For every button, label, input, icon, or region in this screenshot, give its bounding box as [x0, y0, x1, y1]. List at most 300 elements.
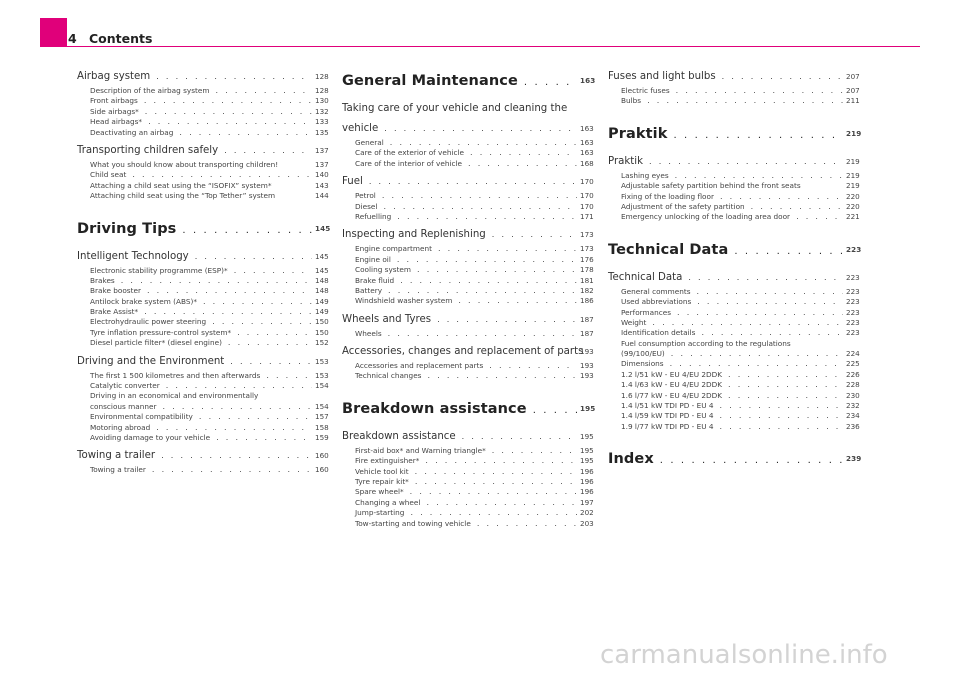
toc-entry[interactable]	[342, 285, 594, 296]
toc-entry[interactable]	[77, 180, 329, 191]
dot-leader	[670, 359, 843, 369]
toc-page-number: 168	[580, 158, 594, 168]
toc-entry-title: Care of the exterior of vehicle	[355, 148, 465, 158]
toc-entry[interactable]	[342, 265, 594, 275]
toc-entry-title: 1.6 l/77 kW - EU 4/EU 2DDK	[621, 390, 723, 400]
toc-page-number: 193	[580, 347, 594, 357]
dot-leader	[384, 122, 577, 136]
toc-page-number: 236	[846, 421, 860, 431]
toc-page-number: 160	[315, 451, 329, 461]
dot-leader	[675, 171, 843, 181]
toc-entry[interactable]	[342, 296, 594, 306]
toc-entry-title: Brake Assist*	[90, 307, 139, 317]
dot-leader	[415, 467, 577, 477]
toc-column-1	[77, 70, 331, 476]
toc-entry[interactable]	[342, 508, 594, 518]
dot-leader	[728, 391, 843, 401]
toc-page-number: 163	[580, 148, 594, 158]
dot-leader	[224, 144, 312, 158]
dot-leader	[470, 148, 577, 158]
dot-leader	[156, 423, 312, 433]
toc-entry[interactable]	[342, 466, 594, 477]
toc-entry[interactable]	[608, 411, 860, 421]
dot-leader	[388, 329, 577, 339]
page-number-tab	[40, 18, 67, 46]
toc-page-number: 153	[315, 356, 329, 366]
toc-entry-title: Wheels and Tyres	[342, 313, 432, 325]
dot-leader	[676, 86, 843, 96]
toc-page-number: 193	[580, 371, 594, 381]
toc-page-number: 163	[580, 76, 596, 85]
dot-leader	[720, 411, 843, 421]
toc-entry-title: Diesel particle filter* (diesel engine)	[90, 338, 222, 348]
dot-leader	[427, 371, 577, 381]
toc-entry-title: 1.4 l/51 kW TDI PD - EU 4	[621, 401, 714, 411]
toc-entry[interactable]	[608, 297, 860, 307]
toc-entry-title: Praktik	[608, 125, 668, 142]
toc-page-number: 219	[846, 181, 860, 191]
toc-entry-title: Adjustment of the safety partition	[621, 201, 745, 211]
toc-entry[interactable]	[77, 422, 329, 433]
toc-entry-title: Brakes	[90, 275, 115, 285]
toc-entry-title: Diesel	[355, 201, 378, 211]
dot-leader	[438, 244, 577, 254]
dot-leader	[383, 202, 577, 212]
dot-leader	[677, 308, 843, 318]
toc-page-number: 160	[315, 465, 329, 475]
toc-entry-title: Driving in an economical and environmentally	[90, 391, 259, 401]
dot-leader	[751, 202, 843, 212]
toc-entry-title: Weight	[621, 317, 647, 327]
dot-leader	[147, 286, 312, 296]
toc-entry[interactable]	[342, 456, 594, 466]
toc-entry[interactable]	[608, 307, 860, 318]
toc-page-number: 135	[315, 127, 329, 137]
toc-entry-title: Electronic stability programme (ESP)*	[90, 265, 228, 275]
toc-entry[interactable]	[342, 518, 594, 529]
dot-leader	[652, 318, 843, 328]
toc-entry-title: Refuelling	[355, 211, 392, 221]
toc-entry[interactable]	[77, 170, 329, 180]
toc-entry[interactable]	[608, 359, 860, 369]
toc-entry-title: Tyre repair kit*	[355, 477, 409, 487]
toc-column-2	[342, 70, 596, 529]
toc-entry[interactable]	[77, 381, 329, 391]
toc-entry[interactable]	[608, 123, 862, 145]
toc-entry[interactable]	[77, 144, 329, 158]
toc-entry[interactable]	[608, 271, 860, 285]
toc-entry-title: Vehicle tool kit	[355, 466, 409, 476]
dot-leader	[796, 212, 843, 222]
dot-leader	[425, 456, 577, 466]
toc-page-number: 223	[846, 286, 860, 296]
toc-entry-title: Dimensions	[621, 359, 664, 369]
toc-entry[interactable]	[608, 96, 860, 106]
dot-leader	[720, 401, 843, 411]
toc-page-number: 230	[846, 390, 860, 400]
toc-entry[interactable]	[77, 106, 329, 117]
toc-entry-title: Inspecting and Replenishing	[342, 229, 486, 241]
toc-entry[interactable]	[608, 191, 860, 202]
toc-page-number: 148	[315, 275, 329, 285]
toc-entry-title: Electrohydraulic power steering	[90, 317, 207, 327]
toc-entry[interactable]	[342, 497, 594, 508]
toc-page-number: 203	[580, 518, 594, 528]
dot-leader	[720, 192, 843, 202]
toc-entry[interactable]	[342, 313, 594, 327]
dot-leader	[410, 487, 577, 497]
toc-entry[interactable]	[77, 191, 329, 201]
toc-page-number: 193	[580, 361, 594, 371]
toc-entry-title: Spare wheel*	[355, 487, 404, 497]
toc-entry-title: Praktik	[608, 155, 644, 167]
toc-entry[interactable]	[342, 122, 594, 136]
dot-leader	[458, 296, 577, 306]
toc-entry-title: Engine oil	[355, 254, 391, 264]
toc-page-number: 163	[580, 138, 594, 147]
dot-leader	[477, 519, 577, 529]
toc-entry[interactable]	[77, 86, 329, 96]
toc-page-number: 219	[846, 156, 860, 166]
toc-entry[interactable]	[608, 286, 860, 297]
toc-entry-title: 1.4 l/59 kW TDI PD - EU 4	[621, 411, 714, 421]
dot-leader	[722, 70, 843, 84]
toc-entry[interactable]	[342, 254, 594, 265]
toc-entry[interactable]	[608, 421, 860, 432]
toc-entry[interactable]	[77, 250, 329, 264]
dot-leader	[166, 381, 312, 391]
dot-leader	[410, 508, 577, 518]
toc-entry[interactable]	[77, 391, 312, 401]
dot-leader	[179, 128, 312, 138]
dot-leader	[415, 477, 577, 487]
toc-entry[interactable]	[608, 155, 860, 169]
toc-page-number: 223	[846, 297, 860, 307]
toc-entry[interactable]	[77, 286, 329, 296]
toc-page-number: 170	[580, 191, 594, 201]
toc-entry[interactable]	[608, 349, 860, 359]
toc-entry-title: Fuel consumption according to the regulations	[621, 338, 791, 348]
toc-entry[interactable]	[608, 201, 860, 212]
toc-entry[interactable]	[608, 181, 860, 191]
toc-entry[interactable]	[608, 380, 860, 390]
dot-leader	[182, 220, 312, 242]
toc-entry-title: Battery	[355, 285, 383, 295]
toc-entry-title: Technical changes	[355, 371, 422, 381]
toc-entry-title: Electric fuses	[621, 86, 670, 95]
toc-entry-title: Bulbs	[621, 96, 642, 106]
toc-entry-title: 1.9 l/77 kW TDI PD - EU 4	[621, 421, 714, 431]
toc-entry[interactable]	[342, 275, 594, 286]
toc-page-number: 196	[580, 487, 594, 497]
toc-entry-title: Breakdown assistance	[342, 430, 456, 442]
toc-entry-title: Avoiding damage to your vehicle	[90, 432, 211, 442]
dot-leader	[121, 276, 312, 286]
toc-entry[interactable]	[77, 218, 331, 240]
toc-page-number: 145	[315, 223, 331, 233]
toc-page-number: 140	[315, 170, 329, 180]
toc-entry-title: Technical Data	[608, 271, 683, 283]
toc-entry[interactable]	[77, 159, 329, 170]
toc-entry-title: Intelligent Technology	[77, 250, 189, 262]
toc-entry[interactable]	[342, 211, 594, 222]
toc-entry[interactable]	[608, 369, 860, 380]
toc-entry-title: Care of the interior of vehicle	[355, 158, 463, 168]
toc-page-number: 176	[580, 254, 594, 264]
toc-entry[interactable]	[77, 465, 329, 475]
toc-entry[interactable]	[77, 117, 329, 127]
toc-page-number: 159	[315, 432, 329, 442]
toc-entry-title: Tow-starting and towing vehicle	[355, 518, 471, 528]
toc-entry[interactable]	[77, 307, 329, 317]
toc-entry[interactable]	[342, 430, 594, 444]
toc-page-number: 219	[846, 170, 860, 180]
toc-page-number: 220	[846, 201, 860, 211]
toc-entry[interactable]	[77, 432, 329, 443]
toc-entry[interactable]	[77, 370, 329, 381]
toc-entry[interactable]	[77, 401, 329, 412]
dot-leader	[660, 450, 843, 472]
toc-page-number: 195	[580, 403, 596, 413]
toc-page-number: 239	[846, 454, 862, 464]
toc-entry-title: Brake fluid	[355, 275, 395, 285]
toc-page-number: 130	[315, 96, 329, 106]
toc-entry-title: Fixing of the loading floor	[621, 191, 714, 201]
toc-entry[interactable]	[342, 244, 594, 254]
toc-entry-title: Driving and the Environment	[77, 355, 225, 367]
toc-entry[interactable]	[608, 328, 860, 338]
toc-entry[interactable]	[608, 212, 860, 222]
toc-entry[interactable]	[342, 398, 596, 420]
toc-page-number: 149	[315, 296, 329, 306]
toc-entry-title: General Maintenance	[342, 73, 518, 89]
toc-entry-title: Attaching a child seat using the “ISOFIX” system*	[90, 180, 272, 190]
toc-entry[interactable]	[342, 228, 594, 242]
toc-entry[interactable]	[342, 158, 594, 169]
toc-entry-title: General	[355, 138, 384, 147]
toc-page-number: 234	[846, 411, 860, 421]
toc-entry-title: Head airbags*	[90, 117, 143, 127]
toc-entry-title: Adjustable safety partition behind the front seats	[621, 181, 801, 191]
toc-entry-title: (99/100/EU)	[621, 349, 665, 359]
dot-leader	[397, 255, 577, 265]
toc-entry[interactable]	[342, 70, 596, 92]
toc-entry[interactable]	[608, 339, 843, 349]
toc-entry[interactable]	[77, 70, 329, 84]
toc-entry-title: Antilock brake system (ABS)*	[90, 296, 197, 306]
toc-page-number: 195	[580, 456, 594, 466]
toc-page-number: 143	[315, 180, 329, 190]
toc-page-number: 154	[315, 401, 329, 411]
dot-leader	[203, 297, 312, 307]
toc-entry[interactable]	[77, 327, 329, 338]
dot-leader	[132, 170, 312, 180]
toc-entry-title: Towing a trailer	[90, 465, 146, 475]
dot-leader	[390, 138, 577, 148]
toc-page-number: 225	[846, 359, 860, 369]
dot-leader	[388, 286, 577, 296]
dot-leader	[228, 338, 312, 348]
toc-entry[interactable]	[77, 412, 329, 422]
toc-entry[interactable]	[608, 401, 860, 411]
toc-entry-title: Child seat	[90, 170, 127, 180]
toc-entry-title: Brake booster	[90, 286, 141, 296]
toc-entry[interactable]	[342, 477, 594, 487]
toc-column-3	[608, 70, 862, 480]
toc-page-number: 163	[580, 124, 594, 133]
toc-entry-title: General comments	[621, 286, 691, 296]
toc-page-number: 158	[315, 422, 329, 432]
toc-entry[interactable]	[608, 86, 860, 96]
toc-entry[interactable]	[77, 275, 329, 286]
toc-entry-title: 1.4 l/63 kW - EU 4/EU 2DDK	[621, 380, 723, 390]
toc-entry[interactable]	[77, 355, 329, 369]
toc-page-number: 187	[580, 328, 594, 338]
toc-entry[interactable]	[608, 70, 860, 84]
toc-entry-title: First-aid box* and Warning triangle*	[355, 445, 486, 455]
toc-entry-title: Description of the airbag system	[90, 86, 210, 95]
dot-leader	[437, 313, 577, 327]
dot-leader	[492, 446, 577, 456]
dot-leader	[145, 107, 312, 117]
toc-page-number: 186	[580, 296, 594, 306]
toc-entry[interactable]	[77, 127, 329, 138]
toc-entry[interactable]	[342, 102, 577, 116]
dot-leader	[492, 228, 577, 242]
toc-page-number: 223	[846, 328, 860, 338]
toc-entry[interactable]	[342, 371, 594, 381]
toc-entry[interactable]	[608, 448, 862, 470]
toc-entry[interactable]	[77, 296, 329, 307]
dot-leader	[195, 250, 312, 264]
toc-page-number: 223	[846, 317, 860, 327]
toc-page-number: 195	[580, 445, 594, 455]
dot-leader	[489, 361, 577, 371]
toc-entry[interactable]	[342, 361, 594, 371]
dot-leader	[212, 317, 312, 327]
toc-page-number: 152	[315, 338, 329, 348]
toc-entry-title: Transporting children safely	[77, 144, 219, 156]
toc-page-number: 145	[315, 251, 329, 261]
toc-page-number: 178	[580, 265, 594, 275]
toc-entry-title: Accessories, changes and replacement of parts	[342, 346, 584, 358]
toc-entry-title: Front airbags	[90, 96, 138, 106]
dot-leader	[156, 70, 312, 84]
toc-page-number: 223	[846, 307, 860, 317]
toc-entry-title: Jump-starting	[355, 508, 405, 518]
toc-entry[interactable]	[608, 170, 860, 181]
toc-page-number: 202	[580, 508, 594, 518]
toc-entry[interactable]	[608, 317, 860, 328]
dot-leader	[468, 159, 577, 169]
toc-page-number: 154	[315, 381, 329, 391]
dot-leader	[161, 449, 312, 463]
toc-entry-title: Used abbreviations	[621, 297, 692, 307]
toc-entry-title: What you should know about transporting children!	[90, 159, 279, 169]
toc-page-number: 181	[580, 275, 594, 285]
toc-entry[interactable]	[342, 487, 594, 497]
toc-entry-title: Side airbags*	[90, 106, 139, 116]
toc-entry[interactable]	[342, 445, 594, 456]
dot-leader	[382, 191, 577, 201]
toc-entry-title: The first 1 500 kilometres and then afterwards	[90, 370, 261, 380]
toc-entry-title: Technical Data	[608, 241, 729, 258]
toc-entry-title: Accessories and replacement parts	[355, 361, 484, 371]
toc-entry-title: vehicle	[342, 123, 379, 134]
toc-entry-title: Performances	[621, 307, 672, 317]
toc-entry[interactable]	[342, 138, 594, 148]
toc-entry[interactable]	[77, 317, 329, 327]
toc-page-number: 144	[315, 191, 329, 201]
dot-leader	[697, 297, 843, 307]
toc-entry[interactable]	[608, 239, 862, 261]
toc-entry-title: Taking care of your vehicle and cleaning the	[342, 103, 568, 114]
toc-entry[interactable]	[77, 265, 329, 276]
toc-entry-title: Petrol	[355, 191, 376, 201]
dot-leader	[234, 266, 312, 276]
dot-leader	[369, 175, 577, 189]
toc-entry[interactable]	[342, 328, 594, 339]
toc-page-number: 187	[580, 314, 594, 324]
toc-page-number: 128	[315, 72, 329, 81]
toc-page-number: 196	[580, 477, 594, 487]
dot-leader	[462, 430, 577, 444]
toc-entry-title: Deactivating an airbag	[90, 127, 174, 137]
toc-entry[interactable]	[77, 96, 329, 106]
toc-entry-title: Catalytic converter	[90, 381, 160, 391]
toc-page-number: 157	[315, 412, 329, 422]
toc-page-number: 224	[846, 349, 860, 359]
dot-leader	[671, 349, 843, 359]
toc-page-number: 195	[580, 431, 594, 441]
dot-leader	[266, 371, 312, 381]
toc-entry-title: Identification details	[621, 328, 696, 338]
toc-page-number: 148	[315, 286, 329, 296]
toc-entry[interactable]	[608, 390, 860, 401]
toc-page-number: 196	[580, 466, 594, 476]
toc-entry[interactable]	[77, 338, 329, 348]
toc-entry-title: Driving Tips	[77, 220, 177, 237]
toc-page-number: 223	[846, 272, 860, 282]
toc-page-number: 170	[580, 201, 594, 211]
toc-page-number: 197	[580, 497, 594, 507]
toc-page-number: 171	[580, 211, 594, 221]
toc-entry[interactable]	[77, 449, 329, 463]
toc-entry[interactable]	[342, 175, 594, 189]
toc-page-number: 149	[315, 307, 329, 317]
dot-leader	[649, 155, 843, 169]
toc-entry[interactable]	[342, 191, 594, 201]
toc-page-number: 220	[846, 191, 860, 201]
dot-leader	[673, 125, 843, 147]
dot-leader	[697, 287, 843, 297]
toc-entry[interactable]	[342, 148, 594, 158]
toc-page-number: 128	[315, 86, 329, 95]
toc-entry-title: Emergency unlocking of the loading area door	[621, 212, 791, 222]
toc-entry-title: Lashing eyes	[621, 170, 669, 180]
toc-page-number: 150	[315, 317, 329, 327]
dot-leader	[162, 402, 312, 412]
toc-entry[interactable]	[342, 201, 594, 212]
toc-page-number: 132	[315, 106, 329, 116]
toc-entry-title: Fire extinguisher*	[355, 456, 420, 466]
toc-entry-title: Motoring abroad	[90, 422, 151, 432]
dot-leader	[397, 212, 577, 222]
dot-leader	[734, 241, 843, 263]
toc-entry[interactable]	[342, 345, 594, 359]
toc-page-number: 133	[315, 117, 329, 127]
dot-leader	[647, 96, 843, 106]
